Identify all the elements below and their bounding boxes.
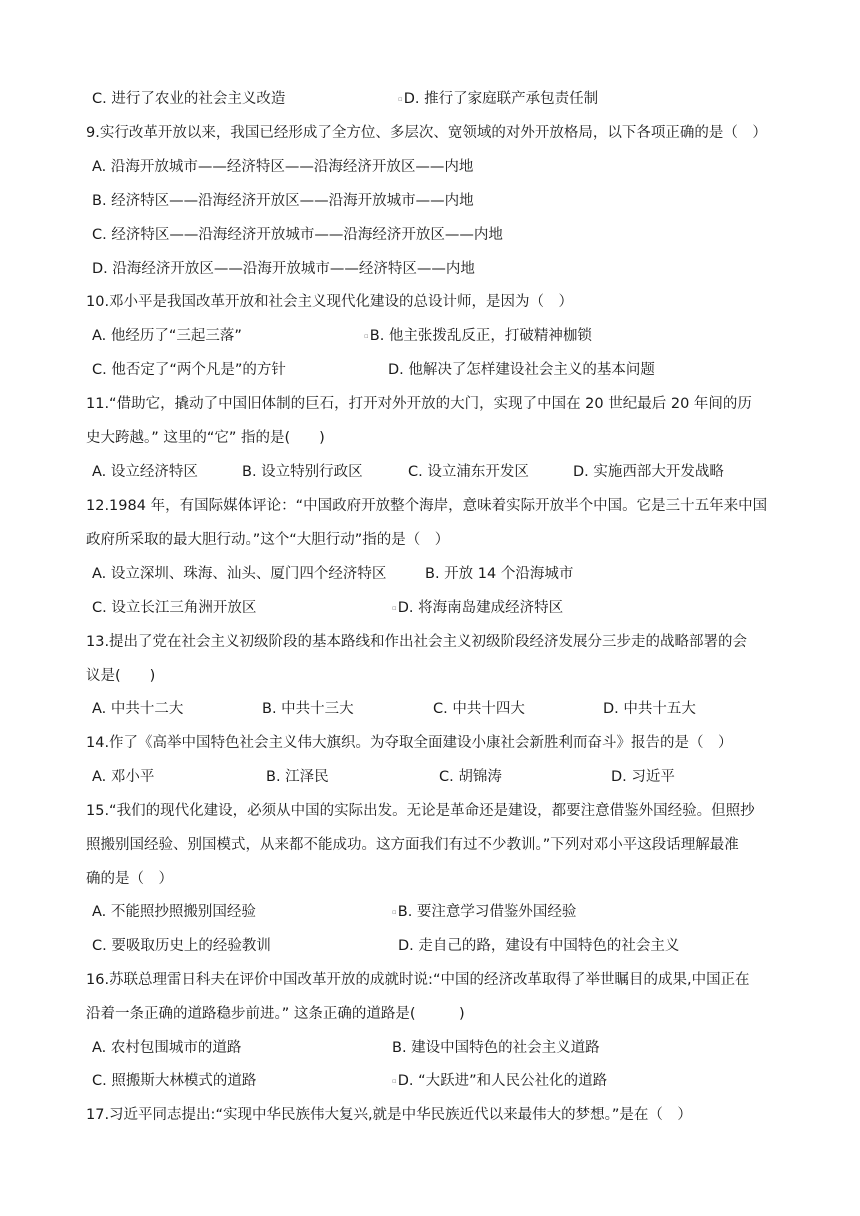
q11-option-c: C. 设立浦东开发区 — [408, 464, 529, 480]
q9-stem: 9.实行改革开放以来，我国已经形成了全方位、多层次、宽领域的对外开放格局，以下各项正确的是（ ） — [86, 125, 767, 141]
q11-option-a: A. 设立经济特区 — [92, 464, 198, 480]
q10-stem: 10.邓小平是我国改革开放和社会主义现代化建设的总设计师，是因为（ ） — [86, 294, 574, 310]
q10-option-b — [364, 326, 592, 348]
q14-option-a: A. 邓小平 — [92, 769, 155, 785]
q8-option-d — [398, 89, 598, 111]
q11-stem-line1: 11.“借助它，撬动了中国旧体制的巨石，打开对外开放的大门，实现了中国在 20 世纪最后 20 年间的历 — [86, 396, 752, 412]
q12-option-a: A. 设立深圳、珠海、汕头、厦门四个经济特区 — [92, 566, 387, 582]
paragraph-mark-icon: ▫ — [364, 332, 369, 340]
q8-option-d-text: D. 推行了家庭联产承包责任制 — [403, 91, 599, 107]
q15-stem-line1: 15.“我们的现代化建设，必须从中国的实际出发。无论是革命还是建设，都要注意借鉴外国经验。但照抄 — [86, 803, 755, 819]
q14-option-b: B. 江泽民 — [266, 769, 329, 785]
q11-option-b: B. 设立特别行政区 — [242, 464, 363, 480]
q17-stem: 17.习近平同志提出:“实现中华民族伟大复兴,就是中华民族近代以来最伟大的梦想。”是在（ ） — [86, 1107, 692, 1123]
q12-option-d-text: D. 将海南岛建成经济特区 — [397, 600, 564, 616]
q10-option-a: A. 他经历了“三起三落” — [92, 328, 242, 344]
q8-option-c: C. 进行了农业的社会主义改造 — [92, 91, 286, 107]
q13-option-d: D. 中共十五大 — [603, 701, 696, 717]
q13-option-c: C. 中共十四大 — [433, 701, 525, 717]
q15-option-b-text: B. 要注意学习借鉴外国经验 — [397, 904, 577, 920]
q16-stem-line2: 沿着一条正确的道路稳步前进。” 这条正确的道路是( ) — [86, 1006, 465, 1022]
q12-stem-line1: 12.1984 年，有国际媒体评论：“中国政府开放整个海岸，意味着实际开放半个中国。它是三十五年来中国 — [86, 498, 768, 514]
q15-stem-line2: 照搬别国经验、别国模式，从来都不能成功。这方面我们有过不少教训。”下列对邓小平这段话理解最准 — [86, 837, 739, 853]
q12-option-b: B. 开放 14 个沿海城市 — [425, 566, 574, 582]
q15-option-a: A. 不能照抄照搬别国经验 — [92, 904, 256, 920]
q9-option-b: B. 经济特区——沿海经济开放区——沿海开放城市——内地 — [92, 193, 474, 209]
q9-option-a: A. 沿海开放城市——经济特区——沿海经济开放区——内地 — [92, 159, 474, 175]
q15-option-c: C. 要吸取历史上的经验教训 — [92, 938, 271, 954]
q16-stem-line1: 16.苏联总理雷日科夫在评价中国改革开放的成就时说:“中国的经济改革取得了举世瞩目的成果,中国正在 — [86, 972, 750, 988]
q13-option-b: B. 中共十三大 — [262, 701, 354, 717]
q13-stem-line2: 议是( ) — [86, 668, 156, 684]
q11-stem-line2: 史大跨越。” 这里的“它” 指的是( ) — [86, 430, 325, 446]
q9-option-c: C. 经济特区——沿海经济开放城市——沿海经济开放区——内地 — [92, 227, 503, 243]
q10-option-b-text: B. 他主张拨乱反正，打破精神枷锁 — [369, 328, 592, 344]
q15-option-b — [392, 902, 576, 924]
q16-option-a: A. 农村包围城市的道路 — [92, 1040, 242, 1056]
q15-option-d: D. 走自己的路，建设有中国特色的社会主义 — [398, 938, 680, 954]
q16-option-d-text: D. “大跃进”和人民公社化的道路 — [397, 1073, 608, 1089]
q16-option-c: C. 照搬斯大林模式的道路 — [92, 1073, 257, 1089]
q16-option-d — [392, 1071, 607, 1093]
q14-stem: 14.作了《高举中国特色社会主义伟大旗织。为夺取全面建设小康社会新胜利而奋斗》报告的是（ ） — [86, 735, 733, 751]
q12-option-c: C. 设立长江三角洲开放区 — [92, 600, 257, 616]
paragraph-mark-icon: ▫ — [392, 604, 397, 612]
q11-option-d: D. 实施西部大开发战略 — [573, 464, 724, 480]
q16-option-b: B. 建设中国特色的社会主义道路 — [392, 1040, 600, 1056]
q13-stem-line1: 13.提出了党在社会主义初级阶段的基本路线和作出社会主义初级阶段经济发展分三步走的战略部署的会 — [86, 634, 748, 650]
paragraph-mark-icon: ▫ — [392, 1077, 397, 1085]
q10-option-d: D. 他解决了怎样建设社会主义的基本问题 — [388, 362, 655, 378]
q14-option-d: D. 习近平 — [611, 769, 675, 785]
q12-option-d — [392, 598, 563, 620]
q10-option-c: C. 他否定了“两个凡是”的方针 — [92, 362, 286, 378]
paragraph-mark-icon: ▫ — [392, 908, 397, 916]
q14-option-c: C. 胡锦涛 — [439, 769, 502, 785]
q9-option-d: D. 沿海经济开放区——沿海开放城市——经济特区——内地 — [92, 261, 475, 277]
q15-stem-line3: 确的是（ ） — [86, 871, 173, 887]
q13-option-a: A. 中共十二大 — [92, 701, 184, 717]
q12-stem-line2: 政府所采取的最大胆行动。”这个“大胆行动”指的是（ ） — [86, 532, 450, 548]
paragraph-mark-icon: ▫ — [398, 95, 403, 103]
